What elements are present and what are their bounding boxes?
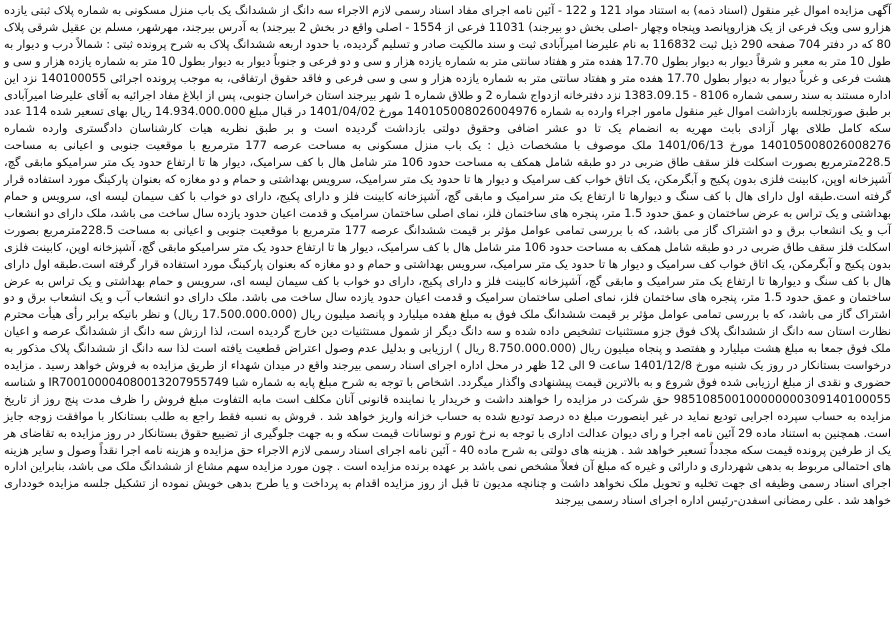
auction-notice-text: آگهی مزایده اموال غیر منقول (اسناد ذمه) به استناد مواد 121 و 122 - آئین نامه اجرای مفاد اسناد رسمی لازم الاجراء سه دانگ از ششدانگ یک باب منزل مسکونی به شماره پلاک ثبتی یازده هزارو سی ویک فرعی از یک هزاروپانصد وپنجاه وچهار -اصلی بخش دو بیرجند) 11031 فرعی از 1554 - اصلی واقع در بخش 2 بیرجند) به آدرس بیرجند، مهرشهر، مسلم بن عقیل شرقی پلاک 80 که در دفتر 704 صفحه 290 ذیل ثبت 116832 به نام علیرضا امیرآبادی ثبت و سند مالکیت صادر و تسلیم گردیده، با حدود اربعه ششدانگ پلاک به شرح پرونده ثبتی : شمالاً درب و دیوار به طول 10 متر به معبر و شرقاً دیوار به دیوار بطول 17.70 هفده متر و هفتاد سانتی متر به شماره یازده هزار و سی و دو فرعی و جنوباً دیوار به دیوار بطول 10 متر به شماره یازده هزار و سی و هشت فرعی و غرباً دیوار به دیوار بطول 17.70 هفده متر و هفتاد سانتی متر به شماره یازده هزار و سی و سی فرعی و فاقد حقوق ارتفاقی، به موجب پرونده اجرائی 140100055 نزد این اداره مستند به سند رسمی شماره 8106 - 1383.09.15 نزد دفترخانه ازدواج شماره 2 و طلاق شماره 1 شهر بیرجند استان خراسان جنوبی، پس از ابلاغ مفاد اجرائیه به آقای علیرضا امیرآبادی بر طبق صورتجلسه بازداشت اموال غیر منقول مامور اجراء وارده به شماره 140105008026004976 مورخ 1401/04/02 در قبال مبلغ 14.934.000.000 ریال بهای تسعیر شده 114 عدد سکه کامل طلای بهار آزادی بابت مهریه به انضمام یک تا دو عشر اضافی وحقوق دولتی بازداشت گردیده است و بر طبق نظریه هیات کارشناسان دادگستری وارده شماره 140105008026008276 مورخ 1401/06/13 ملک موصوف با مشخصات ذیل : یک باب منزل مسکونی به مساحت عرصه 177 مترمربع با موقعیت جنوبی و اعیانی به مساحت 228.5مترمربع بصورت اسکلت فلز سقف طاق ضربی در دو طبقه شامل همکف به مساحت حدود 106 متر شامل هال با کف سرامیک، دیوار ها تا ارتفاع حدود یک متر سرامیکو مابقی گچ، آشپزخانه اوپن، کابینت فلزی بدون پکیج و آبگرمکن، یک اتاق خواب کف سرامیک و دیوار ها تا حدود یک متر سرامیک، سرویس بهداشتی و حمام و دو مغازه که بعنوان پارکینگ مورد استفاده قرار گرفته است.طبقه اول دارای هال با کف سنگ و دیوارها تا ارتفاع یک متر سرامیک و مابقی گچ، آشپزخانه کابینت فلز و دارای پکیج، دارای دو خواب با کف سیمان لیسه ای، سرویس و حمام بهداشتی و یک تراس به عرض ساختمان و عمق حدود 1.5 متر، پنجره های ساختمان فلز، نمای اصلی ساختمان سرامیک و قدمت اعیان حدود یازده سال ساخت می باشد، ملک دارای دو انشعاب آب و یک انشعاب برق و دو اشتراک گاز می باشد، که با بررسی تمامی عوامل مؤثر بر قیمت ششدانگ عرصه 177 مترمربع با موقعیت جنوبی و اعیانی به مساحت 228.5مترمربع بصورت اسکلت فلز سقف طاق ضربی در دو طبقه شامل همکف به مساحت حدود 106 متر شامل هال با کف سرامیک، دیوار ها تا ارتفاع حدود یک متر سرامیکو مابقی گچ، آشپزخانه اوپن، کابینت فلزی بدون پکیج و آبگرمکن، یک اتاق خواب کف سرامیک و دیوار ها تا حدود یک متر سرامیک، سرویس بهداشتی و حمام و دو مغازه که بعنوان پارکینگ مورد استفاده قرار گرفته است.طبقه اول دارای هال با کف سنگ و دیوارها تا ارتفاع یک متر سرامیک و مابقی گچ، آشپزخانه کابینت فلز و دارای پکیج، دارای دو خواب با کف سیمان لیسه ای، سرویس و حمام بهداشتی و یک تراس به عرض ساختمان و عمق حدود 1.5 متر، پنجره های ساختمان فلز، نمای اصلی ساختمان سرامیک و قدمت اعیان حدود یازده سال ساخت می باشد. ملک دارای دو انشعاب آب و یک انشعاب برق و دو اشتراک گاز می باشد، که با بررسی تمامی عوامل مؤثر بر قیمت ششدانگ ملک فوق به مبلغ هفده میلیارد و پانصد میلیون ریال (17.500.000.000 ریال) و نظر بانیکه برابر رأی هیأت محترم نظارت استان سه دانگ از ششدانگ پلاک فوق جزو مستثنیات تشخیص داده شده و سه دانگ دیگر از شمول مستثنیات دین خارج گردیده است، لذا ارزش سه دانگ از ششدانگ عرصه و اعیان ملک فوق جمعا به مبلغ هشت میلیارد و هفتصد و پنجاه میلیون ریال (8.750.000.000 ریال ) ارزیابی و بدلیل عدم وصول اعتراض قطعیت یافته است لذا سه دانگ از ششدانگ پلاک مذکور به درخواست بستانکار در روز یک شنبه مورخ 1401/12/8 ساعت 9 الی 12 ظهر در محل اداره اجرای اسناد رسمی بیرجند واقع در میدان شهداء از طریق مزایده به فروش خواهد رسید . مزایده حضوری و نقدی از مبلغ ارزیابی شده فوق شروع و به بالاترین قیمت پیشنهادی واگذار میگردد. اشخاص با توجه به شرح مبلغ پایه به شماره شبا IR700100004080013207955749 و شناسه 985108500100000000309140100055 حق شرکت در مزایده را خواهند داشت و خریدار یا نماینده قانونی آنان مکلف است مابه التفاوت مبلغ فروش را ظرف مدت پنج روز از تاریخ مزایده به حساب سپرده اجرایی تودیع نماید در غیر اینصورت مبلغ ده درصد تودیع شده به حساب خزانه واریز خواهد شد . فروش به نسبه فقط راجع به طلب بستانکار با موافقت زوجه جایز است. همچنین به استناد ماده 29 آئین نامه اجرا و رای دیوان عدالت اداری با توجه به نرخ تورم و نوسانات قیمت سکه و به جهت جلوگیری از تضییع حقوق بستانکار در روز مزایده به تقاضای هر یک از طرفین پرونده قیمت سکه مجدداً تسعیر خواهد شد . هزینه های دولتی به شرح ماده 40 - آئین نامه اجرای اسناد رسمی لازم الاجراء حق مزایده و هزینه نامه اجرا نقداً وصول و سایر هزینه های احتمالی مربوط به بدهی شهرداری و دارائی و غیره که مبلغ آن فعلاً مشخص نمی باشد بر عهده برنده مزایده است . چون مورد مزایده سهم مشاع از ششدانگ ملک می باشد، بنابراین اداره اجرای اسناد رسمی وظیفه ای جهت تخلیه و تحویل ملک نخواهد داشت و چنانچه مدیون تا قبل از روز مزایده اقدام به پرداخت و یا طرح بدهی خویش نموده از تشکیل جلسه مزایده خودداری خواهد شد . علی رمضانی اسفدن-رئیس اداره اجرای اسناد رسمی بیرجند xyxy=(4,3,892,508)
